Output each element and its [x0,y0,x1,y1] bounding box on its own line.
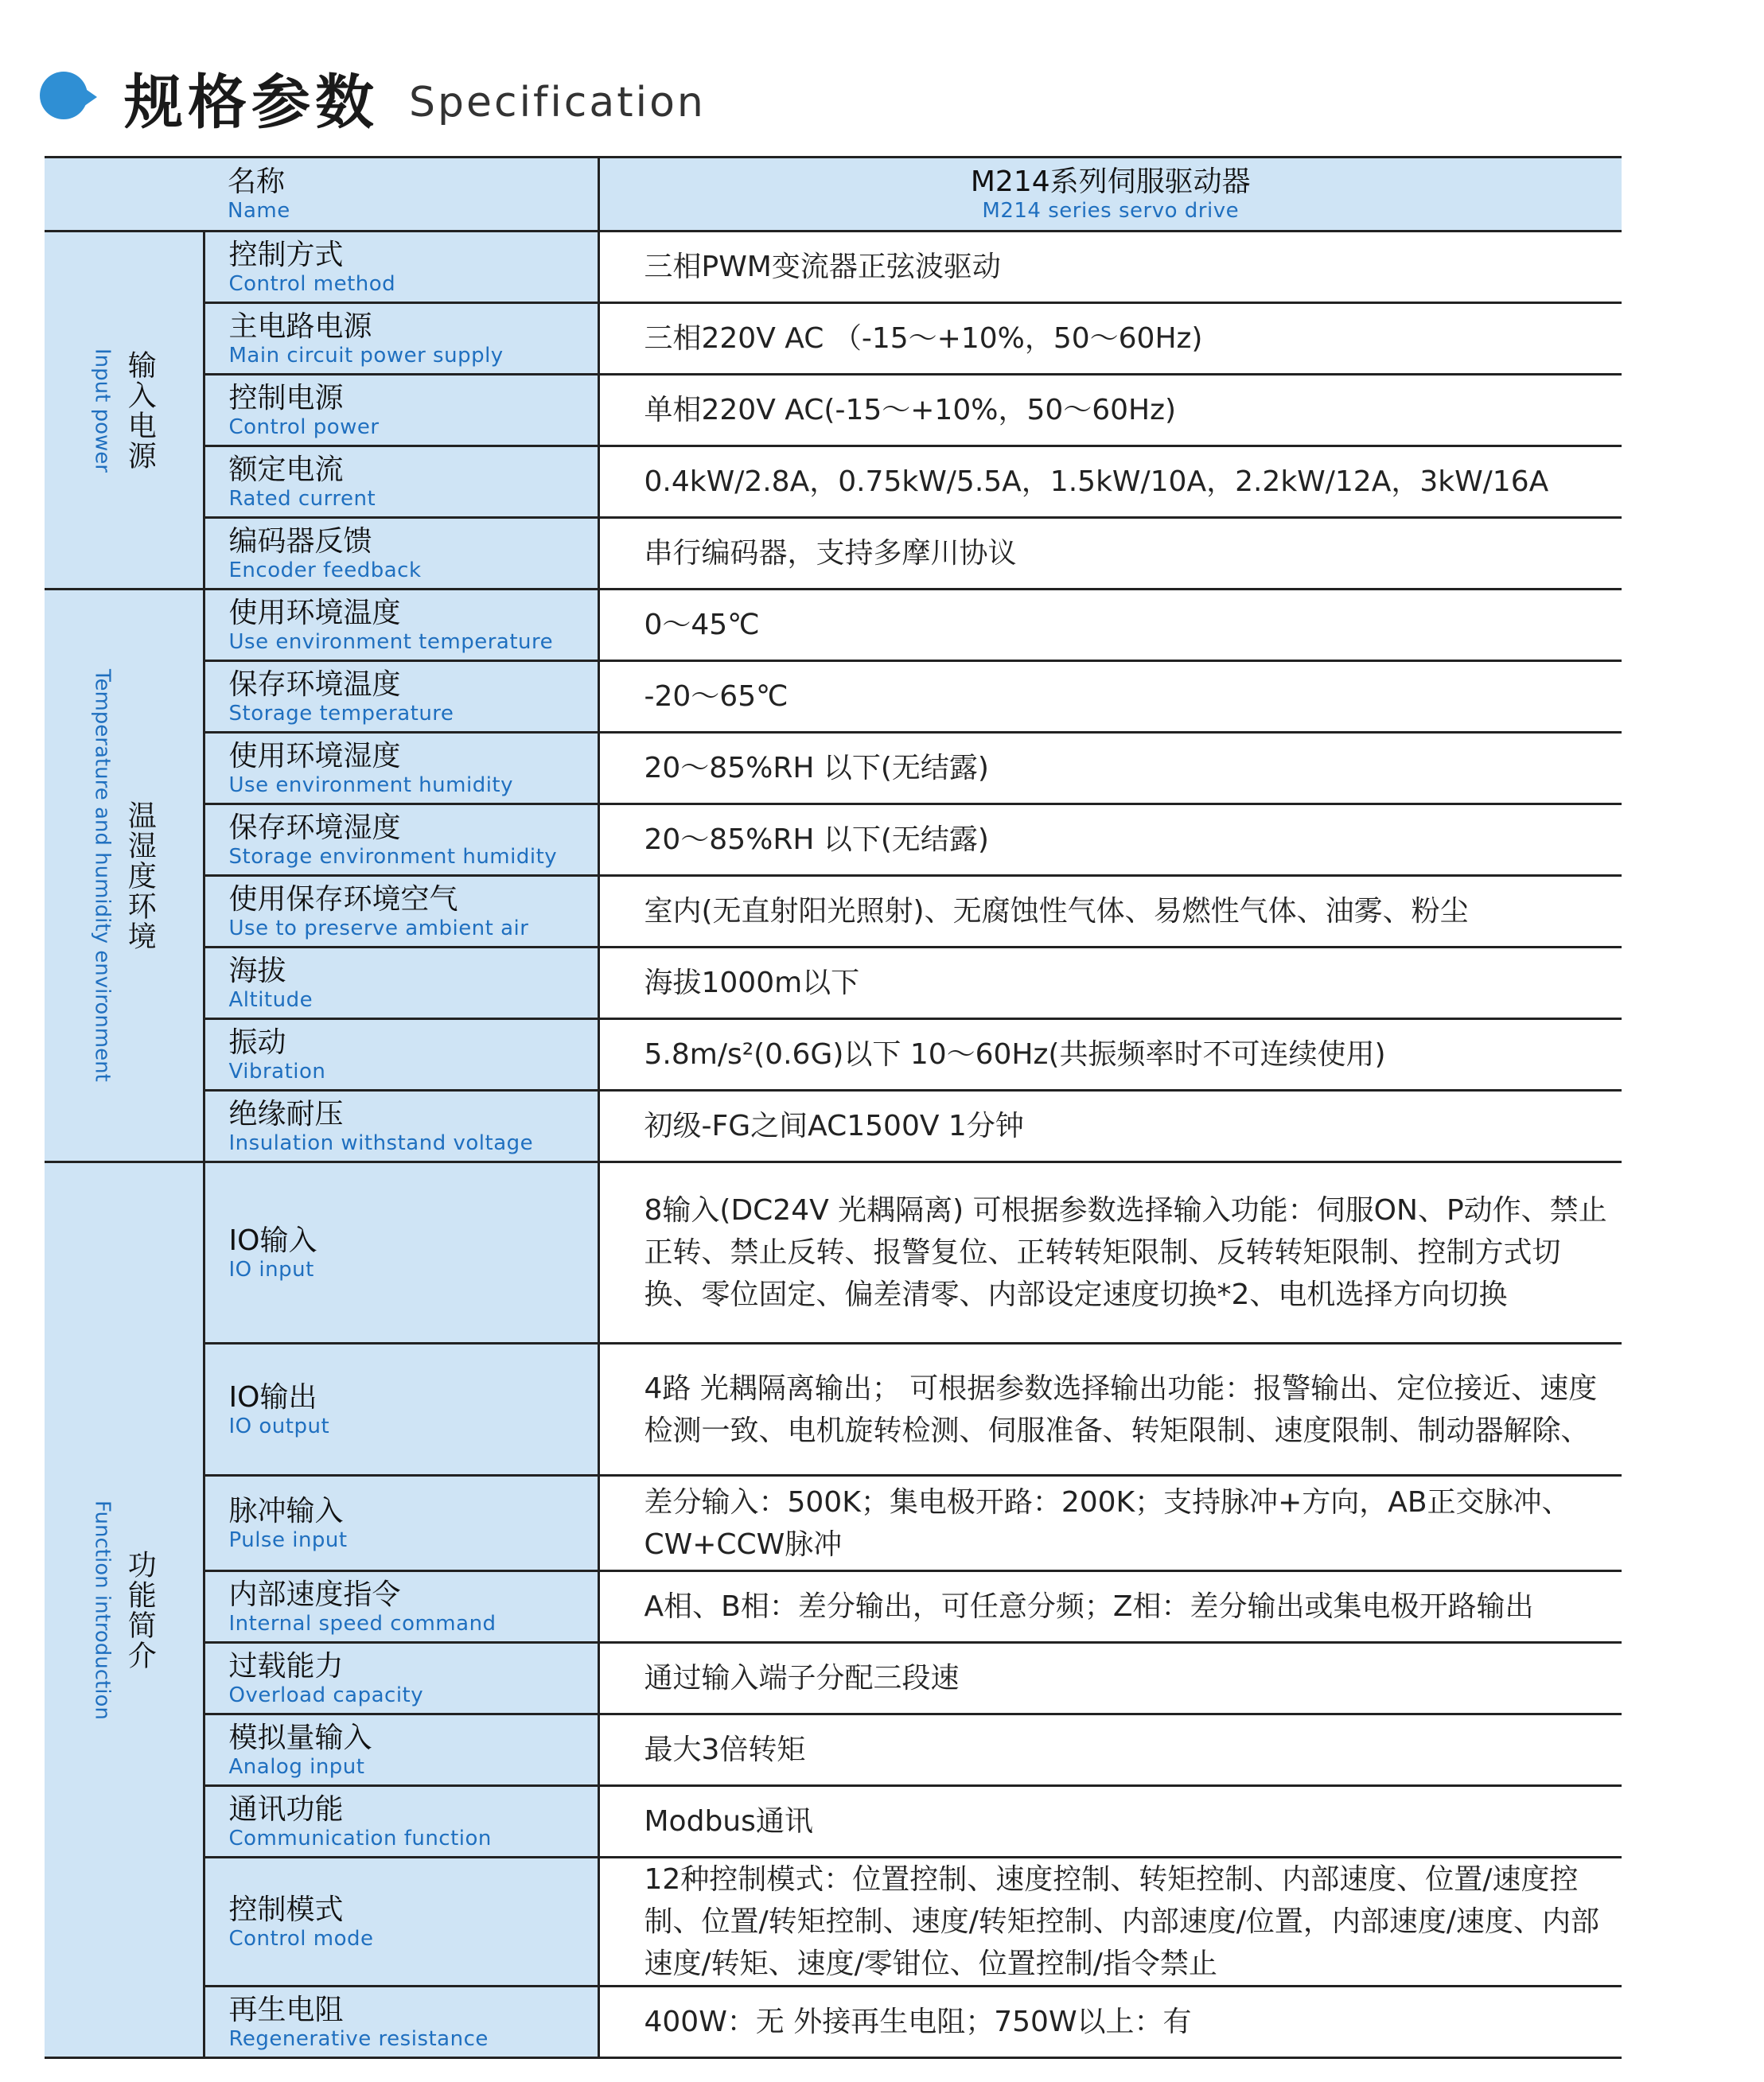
param-name-cn: 海拔 [228,954,286,987]
param-name-cn: 内部速度指令 [228,1578,401,1611]
category-en: Function introduction [90,1500,115,1720]
table-row [45,590,1622,661]
param-name [204,876,598,948]
param-name-cn: 通讯功能 [228,1792,344,1826]
table-row [45,1786,1622,1858]
param-name-en: Vibration [228,1059,326,1084]
param-name-en: Storage temperature [228,701,454,726]
table-row [45,232,1622,303]
param-name [204,1344,598,1476]
category-cn: 功能简介 [123,1549,157,1671]
param-name-en: Control mode [228,1926,374,1951]
param-name [204,1987,598,2058]
param-name [204,303,598,375]
category-en: Temperature and humidity environment [90,669,115,1082]
param-name-en: IO output [228,1414,330,1438]
param-name-cn: 主电路电源 [228,309,372,343]
param-name-en: Rated current [228,486,376,511]
category-en: Input power [90,348,115,473]
param-value: 400W：无 外接再生电阻；750W以上：有 [598,1987,1622,2058]
param-name-en: Use to preserve ambient air [228,916,529,940]
param-value: A相、B相：差分输出，可任意分频；Z相：差分输出或集电极开路输出 [598,1571,1622,1643]
table-row [45,446,1622,518]
param-value: 12种控制模式：位置控制、速度控制、转矩控制、内部速度、位置/速度控制、位置/转矩控制、速度/转矩控制、内部速度/位置，内部速度/速度、内部速度/转矩、速度/零钳位、位置控制/指令禁止 [598,1858,1622,1987]
param-name [204,518,598,590]
param-name [204,1476,598,1571]
table-row [45,1019,1622,1091]
header-name-en: Name [228,199,290,223]
param-name-cn: IO输入 [228,1224,317,1257]
param-value: 0～45℃ [598,590,1622,661]
param-name [204,1091,598,1162]
table-row [45,733,1622,804]
param-name [204,1162,598,1344]
table-row [45,1344,1622,1476]
param-value: 5.8m/s²(0.6G)以下 10～60Hz(共振频率时不可连续使用) [598,1019,1622,1091]
param-name-en: Overload capacity [228,1683,424,1707]
table-row [45,804,1622,876]
category-environment [45,590,204,1162]
param-value: 20～85%RH 以下(无结露) [598,733,1622,804]
param-name-cn: 控制方式 [228,238,344,271]
param-name-en: Analog input [228,1754,365,1779]
header-name-cn: 名称 [228,165,286,198]
param-value: 4路 光耦隔离输出； 可根据参数选择输出功能：报警输出、定位接近、速度检测一致、电机旋转检测、伺服准备、转矩限制、速度限制、制动器解除、 [598,1344,1622,1476]
param-value: 差分输入：500K；集电极开路：200K；支持脉冲+方向，AB正交脉冲、CW+CCW脉冲 [598,1476,1622,1571]
param-name-cn: 模拟量输入 [228,1721,372,1754]
param-name [204,1643,598,1714]
param-value: Modbus通讯 [598,1786,1622,1858]
table-row [45,948,1622,1019]
header-name-cell [45,158,598,232]
param-value: 最大3倍转矩 [598,1714,1622,1786]
param-name-cn: 使用环境湿度 [228,739,401,772]
category-cn: 输入电源 [123,349,157,471]
table-row [45,375,1622,446]
param-name-en: Control power [228,414,380,439]
param-value: 初级-FG之间AC1500V 1分钟 [598,1091,1622,1162]
param-name-cn: 额定电流 [228,453,344,486]
table-row [45,1714,1622,1786]
param-name-en: Main circuit power supply [228,343,504,368]
table-header-row [45,158,1622,232]
param-value: 三相PWM变流器正弦波驱动 [598,232,1622,303]
param-name-cn: 振动 [228,1025,286,1059]
param-name-cn: 保存环境温度 [228,667,401,701]
param-name-en: IO input [228,1257,314,1282]
param-name-cn: 保存环境湿度 [228,811,401,844]
param-name [204,1714,598,1786]
section-title-cn: 规格参数 [124,68,379,137]
table-row [45,1858,1622,1987]
param-name-en: Control method [228,271,396,296]
param-name-en: Altitude [228,987,313,1012]
table-row [45,661,1622,733]
section-header [40,54,706,142]
param-name [204,590,598,661]
param-name-cn: 使用保存环境空气 [228,882,458,916]
param-name [204,1786,598,1858]
param-value: 海拔1000m以下 [598,948,1622,1019]
category-function [45,1162,204,2058]
spec-table [45,156,1622,2059]
param-value: 室内(无直射阳光照射)、无腐蚀性气体、易燃性气体、油雾、粉尘 [598,876,1622,948]
category-cn: 温湿度环境 [123,800,157,951]
param-name-en: Pulse input [228,1527,348,1552]
param-name-en: Storage environment humidity [228,844,558,869]
param-name-cn: 绝缘耐压 [228,1097,344,1131]
param-value: 串行编码器，支持多摩川协议 [598,518,1622,590]
param-name [204,733,598,804]
param-name [204,661,598,733]
param-name [204,232,598,303]
header-value-en: M214 series servo drive [982,199,1240,223]
param-name-cn: 编码器反馈 [228,524,372,558]
param-name [204,446,598,518]
param-name-en: Regenerative resistance [228,2026,489,2051]
category-input-power [45,232,204,590]
table-row [45,518,1622,590]
header-value-cell [598,158,1622,232]
param-name-cn: IO输出 [228,1380,317,1414]
table-row [45,1987,1622,2058]
param-name [204,804,598,876]
param-name-cn: 控制电源 [228,381,344,414]
section-title-en: Specification [409,79,706,126]
param-name-cn: 再生电阻 [228,1993,344,2026]
param-name [204,1019,598,1091]
table-row [45,1091,1622,1162]
param-value: 单相220V AC(-15～+10%，50～60Hz) [598,375,1622,446]
param-name-en: Use environment humidity [228,772,514,797]
param-value: 8输入(DC24V 光耦隔离) 可根据参数选择输入功能：伺服ON、P动作、禁止正转、禁止反转、报警复位、正转转矩限制、反转转矩限制、控制方式切换、零位固定、偏差清零、内部设定速度切换*2、电机选择方向切换 [598,1162,1622,1344]
param-name-cn: 控制模式 [228,1893,344,1926]
table-row [45,1476,1622,1571]
param-name-en: Use environment temperature [228,629,554,654]
param-value: 0.4kW/2.8A，0.75kW/5.5A，1.5kW/10A，2.2kW/12A，3kW/16A [598,446,1622,518]
param-name [204,1858,598,1987]
param-value: 20～85%RH 以下(无结露) [598,804,1622,876]
param-name-cn: 脉冲输入 [228,1494,344,1527]
header-value-cn: M214系列伺服驱动器 [970,165,1251,198]
param-name [204,375,598,446]
param-name-en: Communication function [228,1826,492,1850]
table-row [45,1643,1622,1714]
param-value: 通过输入端子分配三段速 [598,1643,1622,1714]
table-row [45,876,1622,948]
param-value: -20～65℃ [598,661,1622,733]
table-row [45,1571,1622,1643]
param-name-en: Internal speed command [228,1611,496,1636]
param-name-cn: 使用环境温度 [228,596,401,629]
param-name-en: Insulation withstand voltage [228,1131,534,1155]
param-name [204,948,598,1019]
blue-dot-icon [40,72,92,124]
table-row [45,303,1622,375]
table-row [45,1162,1622,1344]
param-value: 三相220V AC （-15～+10%，50～60Hz) [598,303,1622,375]
param-name [204,1571,598,1643]
param-name-en: Encoder feedback [228,558,422,582]
param-name-cn: 过载能力 [228,1649,344,1683]
